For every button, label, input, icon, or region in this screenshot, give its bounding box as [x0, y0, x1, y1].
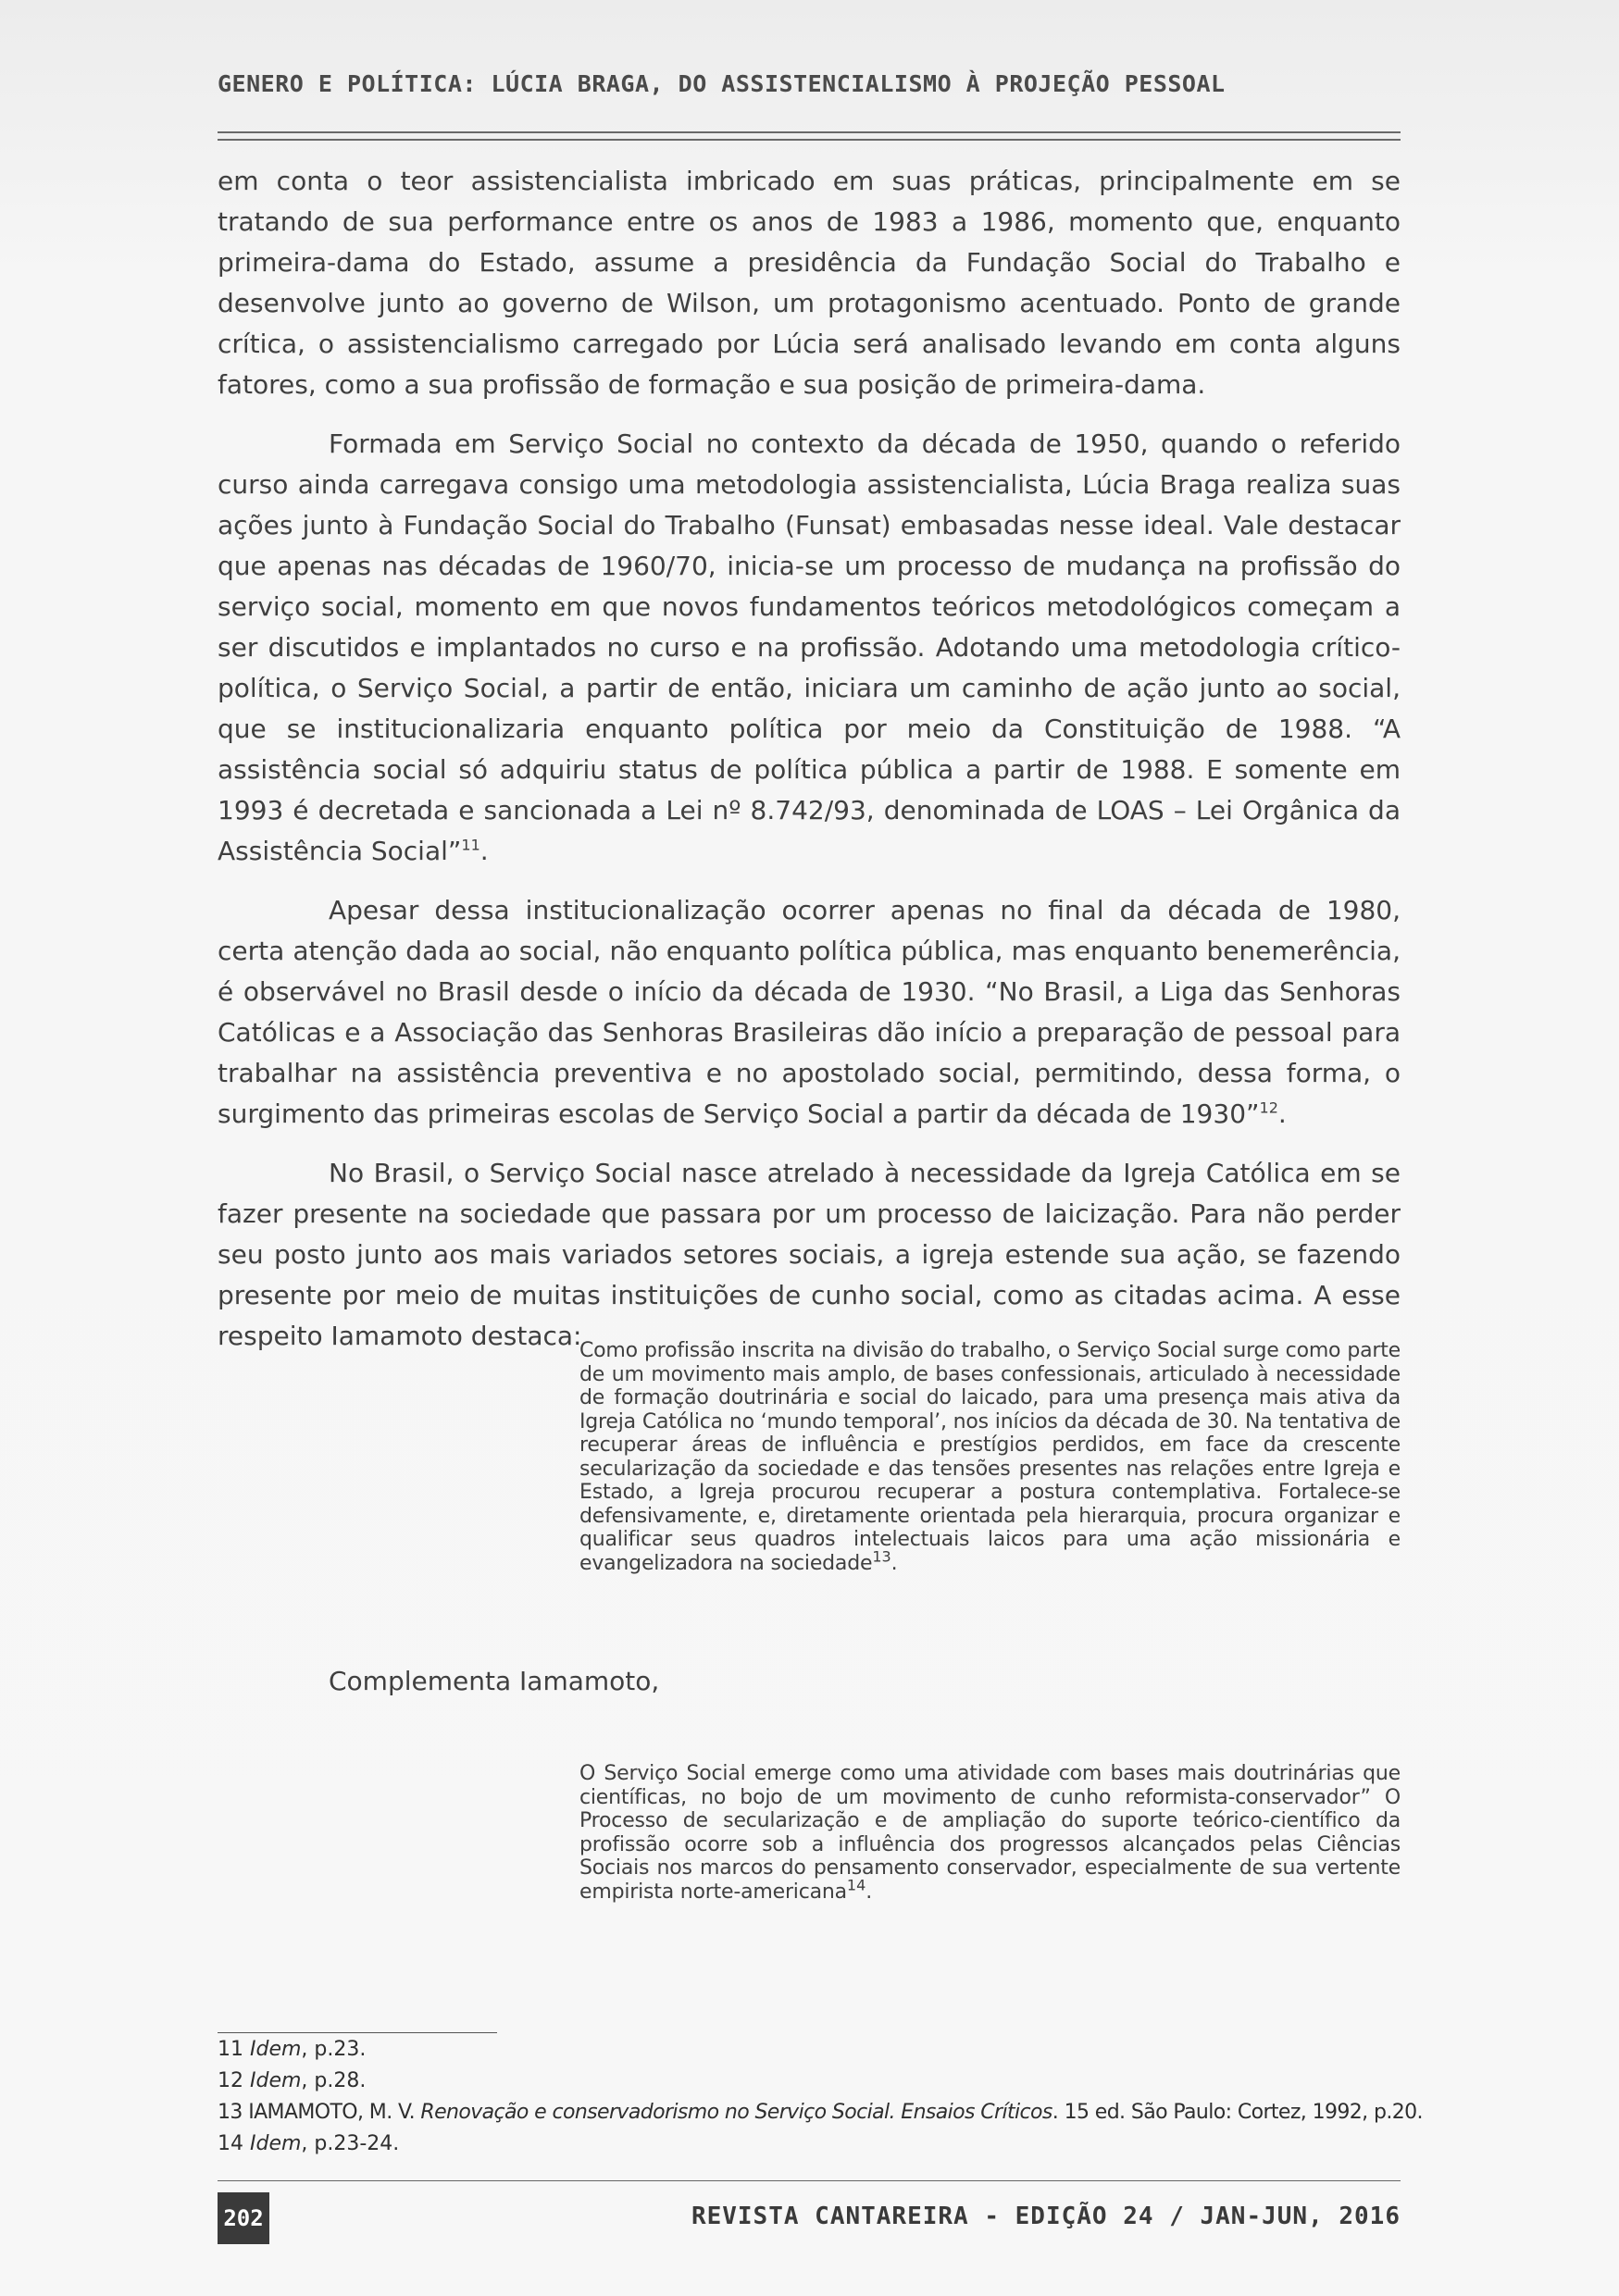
- footnote-ref-11[interactable]: 11: [461, 836, 480, 854]
- footnote-12: [218, 2066, 1401, 2097]
- block-quote-2-text: O Serviço Social emerge como uma atividade com bases mais doutrinárias que científicas, no bojo de um movimento de cunho reformista-conservador” O Processo de secularização e de ampliação do suporte teórico-científico da profissão ocorre sob a influência dos progressos alcançados pelas Ciências Sociais nos marcos do pensamento conservador, especialmente de sua vertente empirista norte-americana: [579, 1762, 1401, 1904]
- footnote-14: [218, 2128, 1401, 2160]
- paragraph-3-end: .: [1277, 1098, 1287, 1129]
- footnote-rest: , p.23-24.: [301, 2132, 400, 2155]
- footnote-11: [218, 2034, 1401, 2066]
- footnote-italic: Idem: [250, 2038, 302, 2061]
- footnote-italic: Idem: [250, 2132, 302, 2155]
- paragraph-4: No Brasil, o Serviço Social nasce atrelado à necessidade da Igreja Católica em se fazer presente na sociedade que passara por um processo de laicização. Para não perder seu posto junto aos mais variados setores sociais, a igreja estende sua ação, se fazendo presente por meio de muitas instituições de cunho social, como as citadas acima. A esse respeito Iamamoto destaca:: [218, 1158, 1401, 1351]
- body-text: [218, 161, 1401, 1357]
- footnote-rest: , p.28.: [301, 2069, 367, 2092]
- footnote-ref-14[interactable]: 14: [846, 1876, 866, 1894]
- footnote-13: [218, 2097, 1423, 2128]
- paragraph-2-text: Formada em Serviço Social no contexto da década de 1950, quando o referido curso ainda carregava consigo uma metodologia assistencialista, Lúcia Braga realiza suas ações junto à Fundação Social do Trabalho (Funsat) embasadas nesse ideal. Vale destacar que apenas nas décadas de 1960/70, inicia-se um processo de mudança na profissão do serviço social, momento em que novos fundamentos teóricos metodológicos começam a ser discutidos e implantados no curso e na profissão. Adotando uma metodologia crítico-política, o Serviço Social, a partir de então, iniciara um caminho de ação junto ao social, que se institucionalizaria enquanto política por meio da Constituição de 1988. “A assistência social só adquiriu status de política pública a partir de 1988. E somente em 1993 é decretada e sancionada a Lei nº 8.742/93, denominada de LOAS – Lei Orgânica da Assistência Social”: [218, 428, 1401, 866]
- complementa-line: Complementa Iamamoto,: [329, 1666, 660, 1696]
- block-quote-1-end: .: [890, 1551, 898, 1575]
- footnote-rest: , p.23.: [301, 2038, 367, 2061]
- running-header: GENERO E POLÍTICA: LÚCIA BRAGA, DO ASSISTENCIALISMO À PROJEÇÃO PESSOAL: [218, 70, 1226, 97]
- footnote-ref-12[interactable]: 12: [1259, 1098, 1278, 1117]
- footnote-ref-13[interactable]: 13: [872, 1547, 891, 1566]
- block-quote-1: [579, 1339, 1401, 1575]
- footnote-number: 13: [218, 2101, 243, 2124]
- header-rule-top: [218, 131, 1401, 133]
- footer-rule: [218, 2180, 1401, 2181]
- footnote-separator: [218, 2032, 497, 2033]
- block-quote-1-text: Como profissão inscrita na divisão do trabalho, o Serviço Social surge como parte de um movimento mais amplo, de bases confessionais, articulado à necessidade de formação doutrinária e social do laicado, para uma presença mais ativa da Igreja Católica no ‘mundo temporal’, nos inícios da década de 30. Na tentativa de recuperar áreas de influência e prestígios perdidos, em face da crescente secularização da sociedade e das tensões presentes nas relações entre Igreja e Estado, a Igreja procurou recuperar a postura contemplativa. Fortalece-se defensivamente, e, diretamente orientada pela hierarquia, procura organizar e qualificar seus quadros intelectuais laicos para uma ação missionária e evangelizadora na sociedade: [579, 1339, 1401, 1575]
- footnote-number: 14: [218, 2132, 243, 2155]
- footnote-number: 11: [218, 2038, 243, 2061]
- header-rule-bottom: [218, 139, 1401, 141]
- block-quote-2: [579, 1762, 1401, 1904]
- footnote-rest: . 15 ed. São Paulo: Cortez, 1992, p.20.: [1052, 2101, 1423, 2124]
- paragraph-1: em conta o teor assistencialista imbricado em suas práticas, principalmente em se tratando de sua performance entre os anos de 1983 a 1986, momento que, enquanto primeira-dama do Estado, assume a presidência da Fundação Social do Trabalho e desenvolve junto ao governo de Wilson, um protagonismo acentuado. Ponto de grande crítica, o assistencialismo carregado por Lúcia será analisado levando em conta alguns fatores, como a sua profissão de formação e sua posição de primeira-dama.: [218, 166, 1401, 400]
- footnotes: [218, 2034, 1423, 2160]
- block-quote-2-end: .: [866, 1880, 873, 1904]
- paragraph-3: [218, 890, 1401, 1135]
- paragraph-2-end: .: [479, 836, 489, 866]
- journal-name: REVISTA CANTAREIRA - EDIÇÃO 24 / JAN-JUN, 2016: [691, 2203, 1401, 2230]
- paragraph-3-text: Apesar dessa institucionalização ocorrer apenas no final da década de 1980, certa atenção dada ao social, não enquanto política pública, mas enquanto benemerência, é observável no Brasil desde o início da década de 1930. “No Brasil, a Liga das Senhoras Católicas e a Associação das Senhoras Brasileiras dão início a preparação de pessoal para trabalhar na assistência preventiva e no apostolado social, permitindo, dessa forma, o surgimento das primeiras escolas de Serviço Social a partir da década de 1930”: [218, 895, 1401, 1129]
- footnote-author: IAMAMOTO, M. V.: [248, 2101, 421, 2124]
- footnote-number: 12: [218, 2069, 243, 2092]
- footnote-italic: Idem: [250, 2069, 302, 2092]
- paragraph-2: [218, 424, 1401, 872]
- footnote-italic: Renovação e conservadorismo no Serviço Social. Ensaios Críticos: [420, 2101, 1052, 2124]
- page-number: 202: [218, 2192, 269, 2244]
